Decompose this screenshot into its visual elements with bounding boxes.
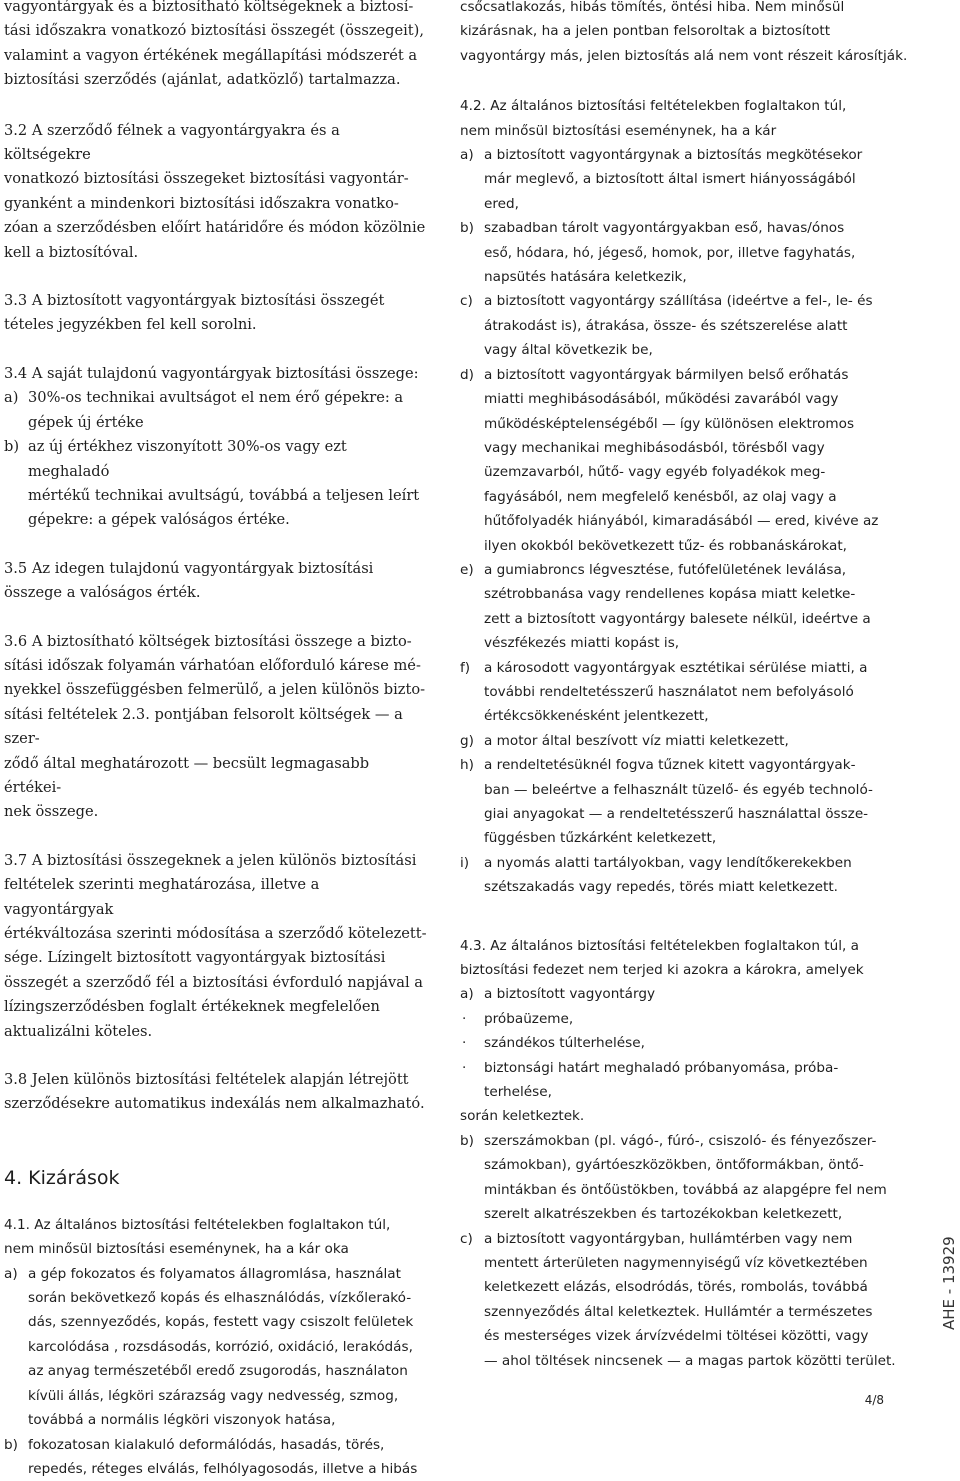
text-line: további rendeltetésszerű használatot nem befolyásoló <box>484 680 930 704</box>
text-line: mintákban és öntőüstökben, továbbá az alapgépre fel nem <box>484 1178 930 1202</box>
text-line: hűtőfolyadék hiányából, kimaradásából — ered, kivéve az <box>484 509 930 533</box>
paragraph-3-6 <box>4 630 430 825</box>
list-label: e) <box>460 558 474 582</box>
right-column <box>460 0 930 1373</box>
text-line: összegét a szerződő fél a biztosítási évforduló napjával a <box>4 971 430 995</box>
list-item <box>460 1129 930 1227</box>
text-line: 3.6 A biztosítható költségek biztosítási összege a bizto- <box>4 630 430 654</box>
list-label: g) <box>460 729 474 753</box>
bullet-dot: · <box>462 1007 466 1031</box>
text-line: fagyásából, nem megfelelő kenésből, az olaj vagy a <box>484 485 930 509</box>
text-line: szándékos túlterhelése, <box>484 1031 930 1055</box>
text-line: nem minősül biztosítási eseménynek, ha a kár oka <box>4 1237 430 1261</box>
text-line: szétrobbanása vagy rendellenes kopása miatt keletke- <box>484 582 930 606</box>
text-line: és mesterséges vizek árvízvédelmi töltései közötti, vagy <box>484 1324 930 1348</box>
text-line: biztosítási fedezet nem terjed ki azokra a károkra, amelyek <box>460 958 930 982</box>
text-line: szabadban tárolt vagyontárgyakban eső, havas/ónos <box>484 216 930 240</box>
text-line: a gumiabroncs légvesztése, futófelületének leválása, <box>484 558 930 582</box>
text-line: csőcsatlakozás, hibás tömítés, öntési hiba. Nem minősül <box>460 0 930 19</box>
text-line: nem minősül biztosítási eseménynek, ha a kár <box>460 119 930 143</box>
intro-paragraph <box>4 0 430 93</box>
text-line: a biztosított vagyontárgy szállítása (ideértve a fel-, le- és <box>484 289 930 313</box>
paragraph-3-4 <box>4 362 430 533</box>
list-item <box>460 143 930 216</box>
text-line: a biztosított vagyontárgy <box>484 982 930 1006</box>
paragraph-3-8 <box>4 1068 430 1117</box>
list-item <box>460 982 930 1006</box>
text-line: a biztosított vagyontárgyban, hullámtérben vagy nem <box>484 1227 930 1251</box>
text-line: a rendeltetésüknél fogva tűznek kitett vagyontárgyak- <box>484 753 930 777</box>
text-line: fokozatosan kialakuló deformálódás, hasadás, törés, <box>28 1433 430 1457</box>
text-line: eső, hódara, hó, jégeső, homok, por, illetve fagyhatás, <box>484 241 930 265</box>
text-line: lízingszerződésben foglalt értékeknek megfelelően <box>4 995 430 1019</box>
text-line: során bekövetkező kopás és elhasználódás, vízkőlerakó- <box>28 1286 430 1310</box>
paragraph-3-3 <box>4 289 430 338</box>
text-line: átrakodást is), átrakása, össze- és szétszerelése alatt <box>484 314 930 338</box>
list-label: h) <box>460 753 474 777</box>
text-line: 3.7 A biztosítási összegeknek a jelen különös biztosítási <box>4 849 430 873</box>
text-line: számokban), gyártóeszközökben, öntőformákban, öntő- <box>484 1153 930 1177</box>
text-line: vagyontárgyak és a biztosítható költségeknek a biztosí- <box>4 0 430 19</box>
text-line: aktualizálni köteles. <box>4 1020 430 1044</box>
bullet-item <box>460 1056 930 1105</box>
text-line: vagy által következik be, <box>484 338 930 362</box>
text-line: terhelése, <box>484 1080 930 1104</box>
page-number: 4/8 <box>865 1393 884 1407</box>
list-label: a) <box>460 982 474 1006</box>
continued-paragraph <box>460 0 930 68</box>
list-item <box>4 1433 430 1481</box>
text-line: repedés, réteges elválás, felhólyagosodás, illetve a hibás <box>28 1457 430 1481</box>
paragraph-3-7 <box>4 849 430 1044</box>
text-line: 4.2. Az általános biztosítási feltételekben foglaltakon túl, <box>460 94 930 118</box>
text-line: a biztosított vagyontárgynak a biztosítás megkötésekor <box>484 143 930 167</box>
text-line: 30%-os technikai avultságot el nem érő gépekre: a <box>28 386 430 410</box>
text-line: függésben tűzkárként keletkezett, <box>484 826 930 850</box>
list-item <box>460 289 930 362</box>
text-line: kívüli állás, légköri szárazság vagy nedvesség, szmog, <box>28 1384 430 1408</box>
text-line: 4.3. Az általános biztosítási feltételekben foglaltakon túl, a <box>460 934 930 958</box>
text-line: 3.5 Az idegen tulajdonú vagyontárgyak biztosítási <box>4 557 430 581</box>
text-line: üzemzavarból, hűtő- vagy egyéb folyadékok meg- <box>484 460 930 484</box>
text-line: a biztosított vagyontárgyak bármilyen belső erőhatás <box>484 363 930 387</box>
text-line: valamint a vagyon értékének megállapítási módszerét a <box>4 44 430 68</box>
list-item <box>4 1262 430 1433</box>
text-line: a motor által beszívott víz miatti keletkezett, <box>484 729 930 753</box>
text-line: 3.3 A biztosított vagyontárgyak biztosítási összegét <box>4 289 430 313</box>
list-label: b) <box>460 1129 474 1153</box>
text-line: szerszámokban (pl. vágó-, fúró-, csiszoló- és fényezőszer- <box>484 1129 930 1153</box>
list-item <box>460 729 930 753</box>
text-line: próbaüzeme, <box>484 1007 930 1031</box>
text-line: mértékű technikai avultságú, továbbá a teljesen leírt <box>28 484 430 508</box>
text-line: ban — beleértve a felhasznált tüzelő- és egyéb technoló- <box>484 778 930 802</box>
text-line: a károsodott vagyontárgyak esztétikai sérülése miatti, a <box>484 656 930 680</box>
list-label: a) <box>4 1262 18 1286</box>
text-line: dás, szennyeződés, kopás, festett vagy csiszolt felületek <box>28 1310 430 1334</box>
list-label: i) <box>460 851 469 875</box>
text-line: során keletkeztek. <box>460 1104 930 1128</box>
list-item <box>460 753 930 851</box>
paragraph-3-2 <box>4 119 430 265</box>
list-item <box>4 386 430 435</box>
text-line: szennyeződés által keletkeztek. Hullámtér a természetes <box>484 1300 930 1324</box>
text-line: sítási időszak folyamán várhatóan előforduló kárese mé- <box>4 654 430 678</box>
text-line: gyanként a mindenkori biztosítási időszakra vonatko- <box>4 192 430 216</box>
text-line: 3.8 Jelen különös biztosítási feltételek alapján létrejött <box>4 1068 430 1092</box>
bullet-item <box>460 1031 930 1055</box>
text-line: vagy mechanikai meghibásodásból, törésből vagy <box>484 436 930 460</box>
text-line: vonatkozó biztosítási összegeket biztosítási vagyontár- <box>4 167 430 191</box>
bullet-item <box>460 1007 930 1031</box>
list-item <box>460 851 930 900</box>
paragraph-heading: 3.4 A saját tulajdonú vagyontárgyak biztosítási összege: <box>4 362 430 386</box>
text-line: biztosítási szerződés (ajánlat, adatközlő) tartalmazza. <box>4 68 430 92</box>
text-line: 4.1. Az általános biztosítási feltételekben foglaltakon túl, <box>4 1213 430 1237</box>
list-label: f) <box>460 656 470 680</box>
list-item <box>460 216 930 289</box>
text-line: ilyen okokból bekövetkezett tűz- és robbanáskárokat, <box>484 534 930 558</box>
text-line: tási időszakra vonatkozó biztosítási összegét (összegeit), <box>4 19 430 43</box>
text-line: összege a valóságos érték. <box>4 581 430 605</box>
text-line: a gép fokozatos és folyamatos állagromlása, használat <box>28 1262 430 1286</box>
list-label: a) <box>460 143 474 167</box>
text-line: keletkezett elázás, elsodródás, törés, rombolás, továbbá <box>484 1275 930 1299</box>
text-line: miatti meghibásodásából, működési zavarából vagy <box>484 387 930 411</box>
text-line: feltételek szerinti meghatározása, illetve a vagyontárgyak <box>4 873 430 922</box>
list-label: d) <box>460 363 474 387</box>
text-line: értékcsökkenésként jelentkezett, <box>484 704 930 728</box>
list-item <box>460 363 930 558</box>
text-line: sége. Lízingelt biztosított vagyontárgyak biztosítási <box>4 946 430 970</box>
text-line: továbbá a normális légköri viszonyok hatása, <box>28 1408 430 1432</box>
text-line: vagyontárgy más, jelen biztosítás alá nem vont részeit károsítják. <box>460 44 930 68</box>
text-line: giai anyagokat — a rendeltetésszerű használattal össze- <box>484 802 930 826</box>
text-line: zóan a szerződésben előírt határidőre és módon közölnie <box>4 216 430 240</box>
text-line: ered, <box>484 192 930 216</box>
list-label: b) <box>460 216 474 240</box>
text-line: szerződésekre automatikus indexálás nem alkalmazható. <box>4 1092 430 1116</box>
text-line: az új értékhez viszonyított 30%-os vagy ezt meghaladó <box>28 435 430 484</box>
text-line: nek összege. <box>4 800 430 824</box>
text-line: kell a biztosítóval. <box>4 241 430 265</box>
list-label: b) <box>4 435 19 459</box>
bullet-dot: · <box>462 1031 466 1055</box>
left-column <box>4 0 430 1481</box>
text-line: nyekkel összefüggésben felmerülő, a jelen különös bizto- <box>4 678 430 702</box>
text-line: napsütés hatására keletkezik, <box>484 265 930 289</box>
text-line: sítási feltételek 2.3. pontjában felsorolt költségek — a szer- <box>4 703 430 752</box>
text-line: kizárásnak, ha a jelen pontban felsoroltak a biztosított <box>460 19 930 43</box>
document-code: AHE - 13929 <box>940 1236 958 1330</box>
text-line: működésképtelenségéből — így különösen elektromos <box>484 412 930 436</box>
text-line: zett a biztosított vagyontárgy balesete nélkül, ideértve a <box>484 607 930 631</box>
list-item <box>4 435 430 533</box>
text-line: értékváltozása szerinti módosítása a szerződő kötelezett- <box>4 922 430 946</box>
list-label: a) <box>4 386 18 410</box>
text-line: karcolódása , rozsdásodás, korrózió, oxidáció, lerakódás, <box>28 1335 430 1359</box>
paragraph-4-1 <box>4 1213 430 1481</box>
text-line: szétszakadás vagy repedés, törés miatt keletkezett. <box>484 875 930 899</box>
text-line: már meglevő, a biztosított által ismert hiányosságából <box>484 167 930 191</box>
text-line: gépek új értéke <box>28 411 430 435</box>
text-line: szerelt alkatrészekben és tartozékokban keletkezett, <box>484 1202 930 1226</box>
bullet-dot: · <box>462 1056 466 1080</box>
list-item <box>460 656 930 729</box>
text-line: — ahol töltések nincsenek — a magas partok közötti terület. <box>484 1349 930 1373</box>
list-item <box>460 1227 930 1373</box>
text-line: tételes jegyzékben fel kell sorolni. <box>4 313 430 337</box>
list-label: b) <box>4 1433 18 1457</box>
text-line: 3.2 A szerződő félnek a vagyontárgyakra és a költségekre <box>4 119 430 168</box>
paragraph-4-2 <box>460 94 930 899</box>
paragraph-4-3 <box>460 934 930 1373</box>
paragraph-3-5 <box>4 557 430 606</box>
text-line: vészfékezés miatti kopást is, <box>484 631 930 655</box>
list-label: c) <box>460 1227 473 1251</box>
text-line: mentett árterületen nagymennyiségű víz következtében <box>484 1251 930 1275</box>
text-line: a nyomás alatti tartályokban, vagy lendítőkerekekben <box>484 851 930 875</box>
list-item <box>460 558 930 656</box>
text-line: az anyag természetéből eredő zsugorodás, használaton <box>28 1359 430 1383</box>
list-label: c) <box>460 289 473 313</box>
text-line: biztonsági határt meghaladó próbanyomása, próba- <box>484 1056 930 1080</box>
text-line: gépekre: a gépek valóságos értéke. <box>28 508 430 532</box>
section-heading: 4. Kizárások <box>4 1165 430 1191</box>
text-line: ződő által meghatározott — becsült legmagasabb értékei- <box>4 752 430 801</box>
